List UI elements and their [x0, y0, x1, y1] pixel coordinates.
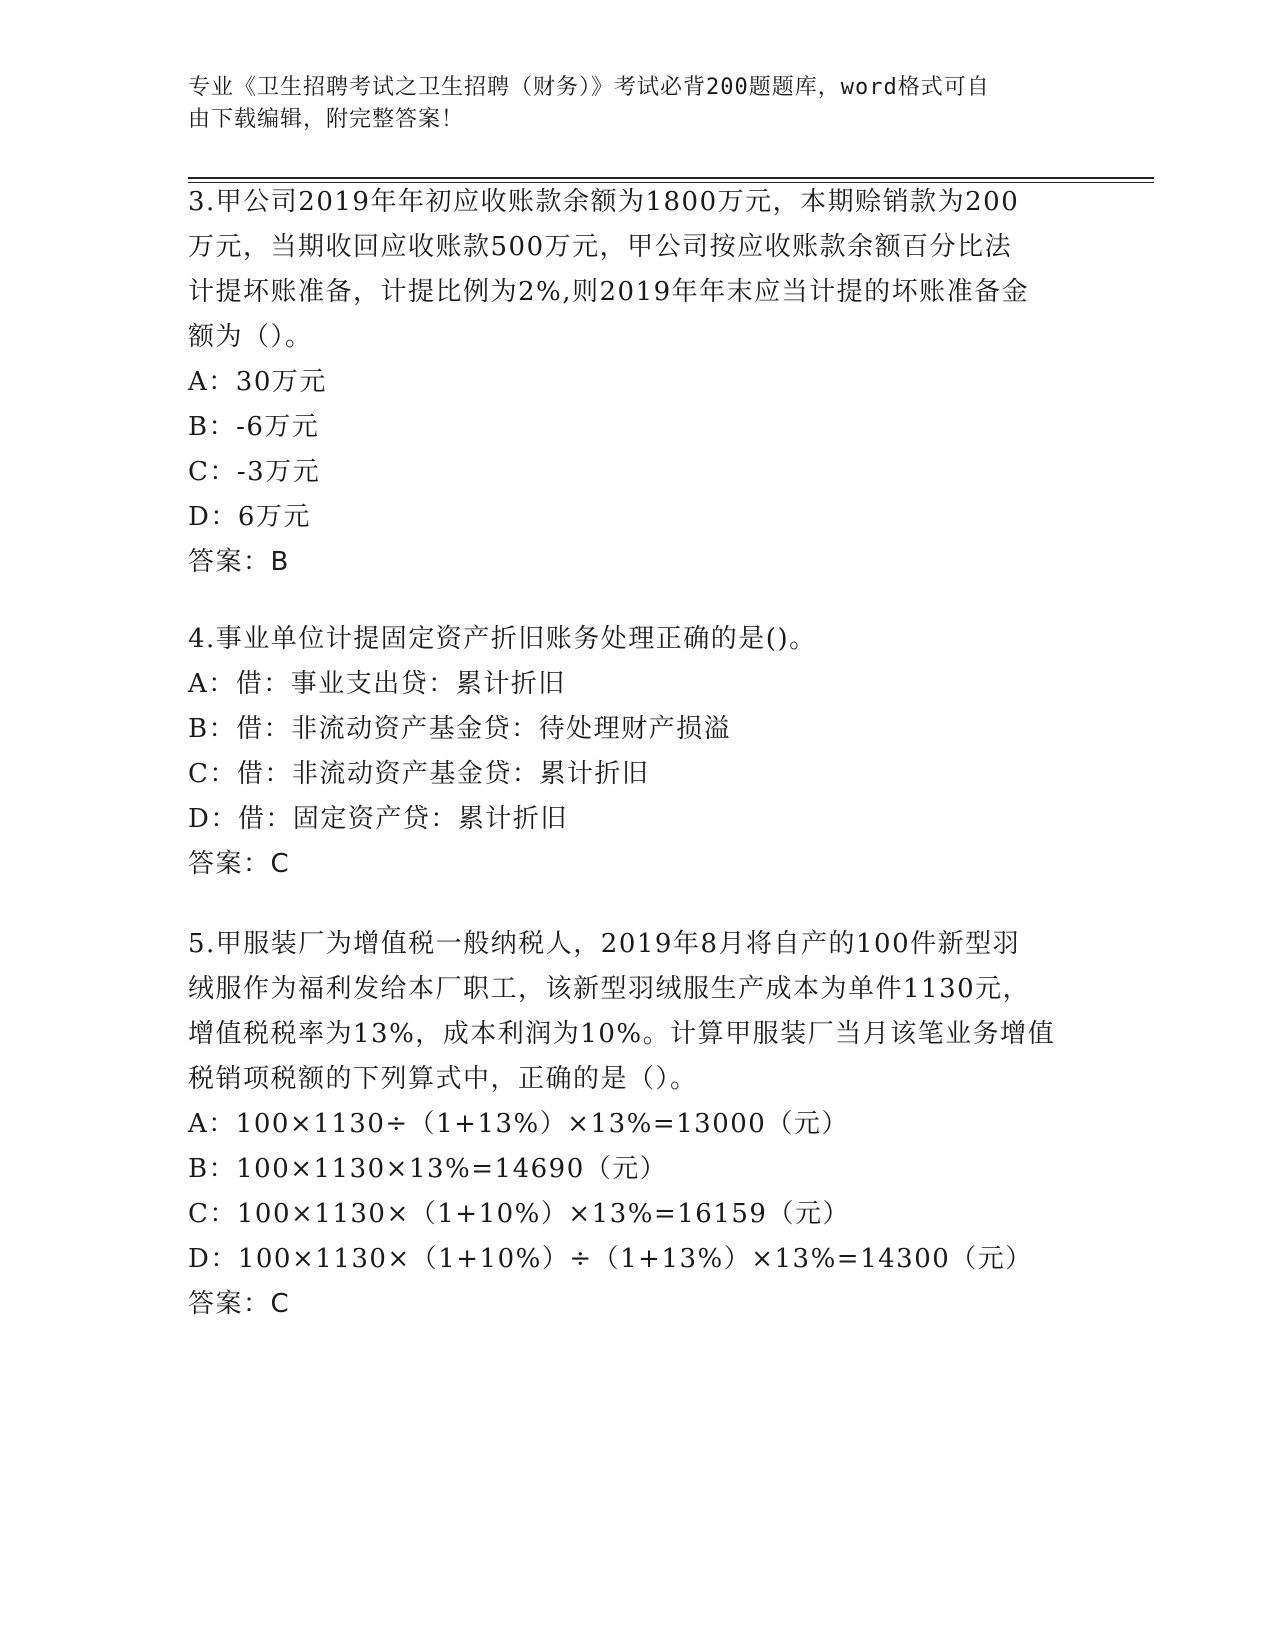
option-a: A：100×1130÷（1+13%）×13%=13000（元） [188, 1109, 849, 1139]
question-5 [188, 922, 1078, 1327]
option-d: D：6万元 [188, 502, 311, 532]
option-c: C：-3万元 [188, 457, 321, 487]
header-line-2: 由下载编辑，附完整答案！ [188, 107, 465, 132]
question-text-line: 万元，当期收回应收账款500万元，甲公司按应收账款余额百分比法 [188, 232, 1013, 262]
document-header [188, 72, 1068, 136]
option-b: B：100×1130×13%=14690（元） [188, 1154, 668, 1184]
question-text-line: 3.甲公司2019年年初应收账款余额为1800万元，本期赊销款为200 [188, 187, 1020, 217]
option-b: B：-6万元 [188, 412, 320, 442]
option-d: D：借：固定资产贷：累计折旧 [188, 804, 568, 834]
option-d: D：100×1130×（1+10%）÷（1+13%）×13%=14300（元） [188, 1244, 1033, 1274]
answer: 答案：B [188, 547, 290, 577]
answer: 答案：C [188, 849, 291, 879]
option-a: A：30万元 [188, 367, 327, 397]
option-c: C：100×1130×（1+10%）×13%=16159（元） [188, 1199, 850, 1229]
question-text-line: 绒服作为福利发给本厂职工，该新型羽绒服生产成本为单件1130元， [188, 974, 1031, 1004]
question-text-line: 额为（）。 [188, 322, 313, 352]
question-text-line: 增值税税率为13%，成本利润为10%。计算甲服装厂当月该笔业务增值 [188, 1019, 1056, 1049]
question-text-line: 税销项税额的下列算式中，正确的是（）。 [188, 1064, 698, 1094]
option-b: B：借：非流动资产基金贷：待处理财产损溢 [188, 714, 732, 744]
header-rule-thick [188, 177, 1154, 179]
question-text-line: 5.甲服装厂为增值税一般纳税人，2019年8月将自产的100件新型羽 [188, 929, 1021, 959]
option-a: A：借：事业支出贷：累计折旧 [188, 669, 566, 699]
header-line-1: 专业《卫生招聘考试之卫生招聘（财务）》考试必背200题题库，word格式可自 [188, 75, 990, 100]
question-3 [188, 180, 1078, 585]
answer: 答案：C [188, 1289, 291, 1319]
option-c: C：借：非流动资产基金贷：累计折旧 [188, 759, 650, 789]
question-text-line: 4.事业单位计提固定资产折旧账务处理正确的是()。 [188, 624, 817, 654]
question-text-line: 计提坏账准备，计提比例为2%,则2019年年末应当计提的坏账准备金 [188, 277, 1030, 307]
question-4 [188, 617, 1078, 887]
